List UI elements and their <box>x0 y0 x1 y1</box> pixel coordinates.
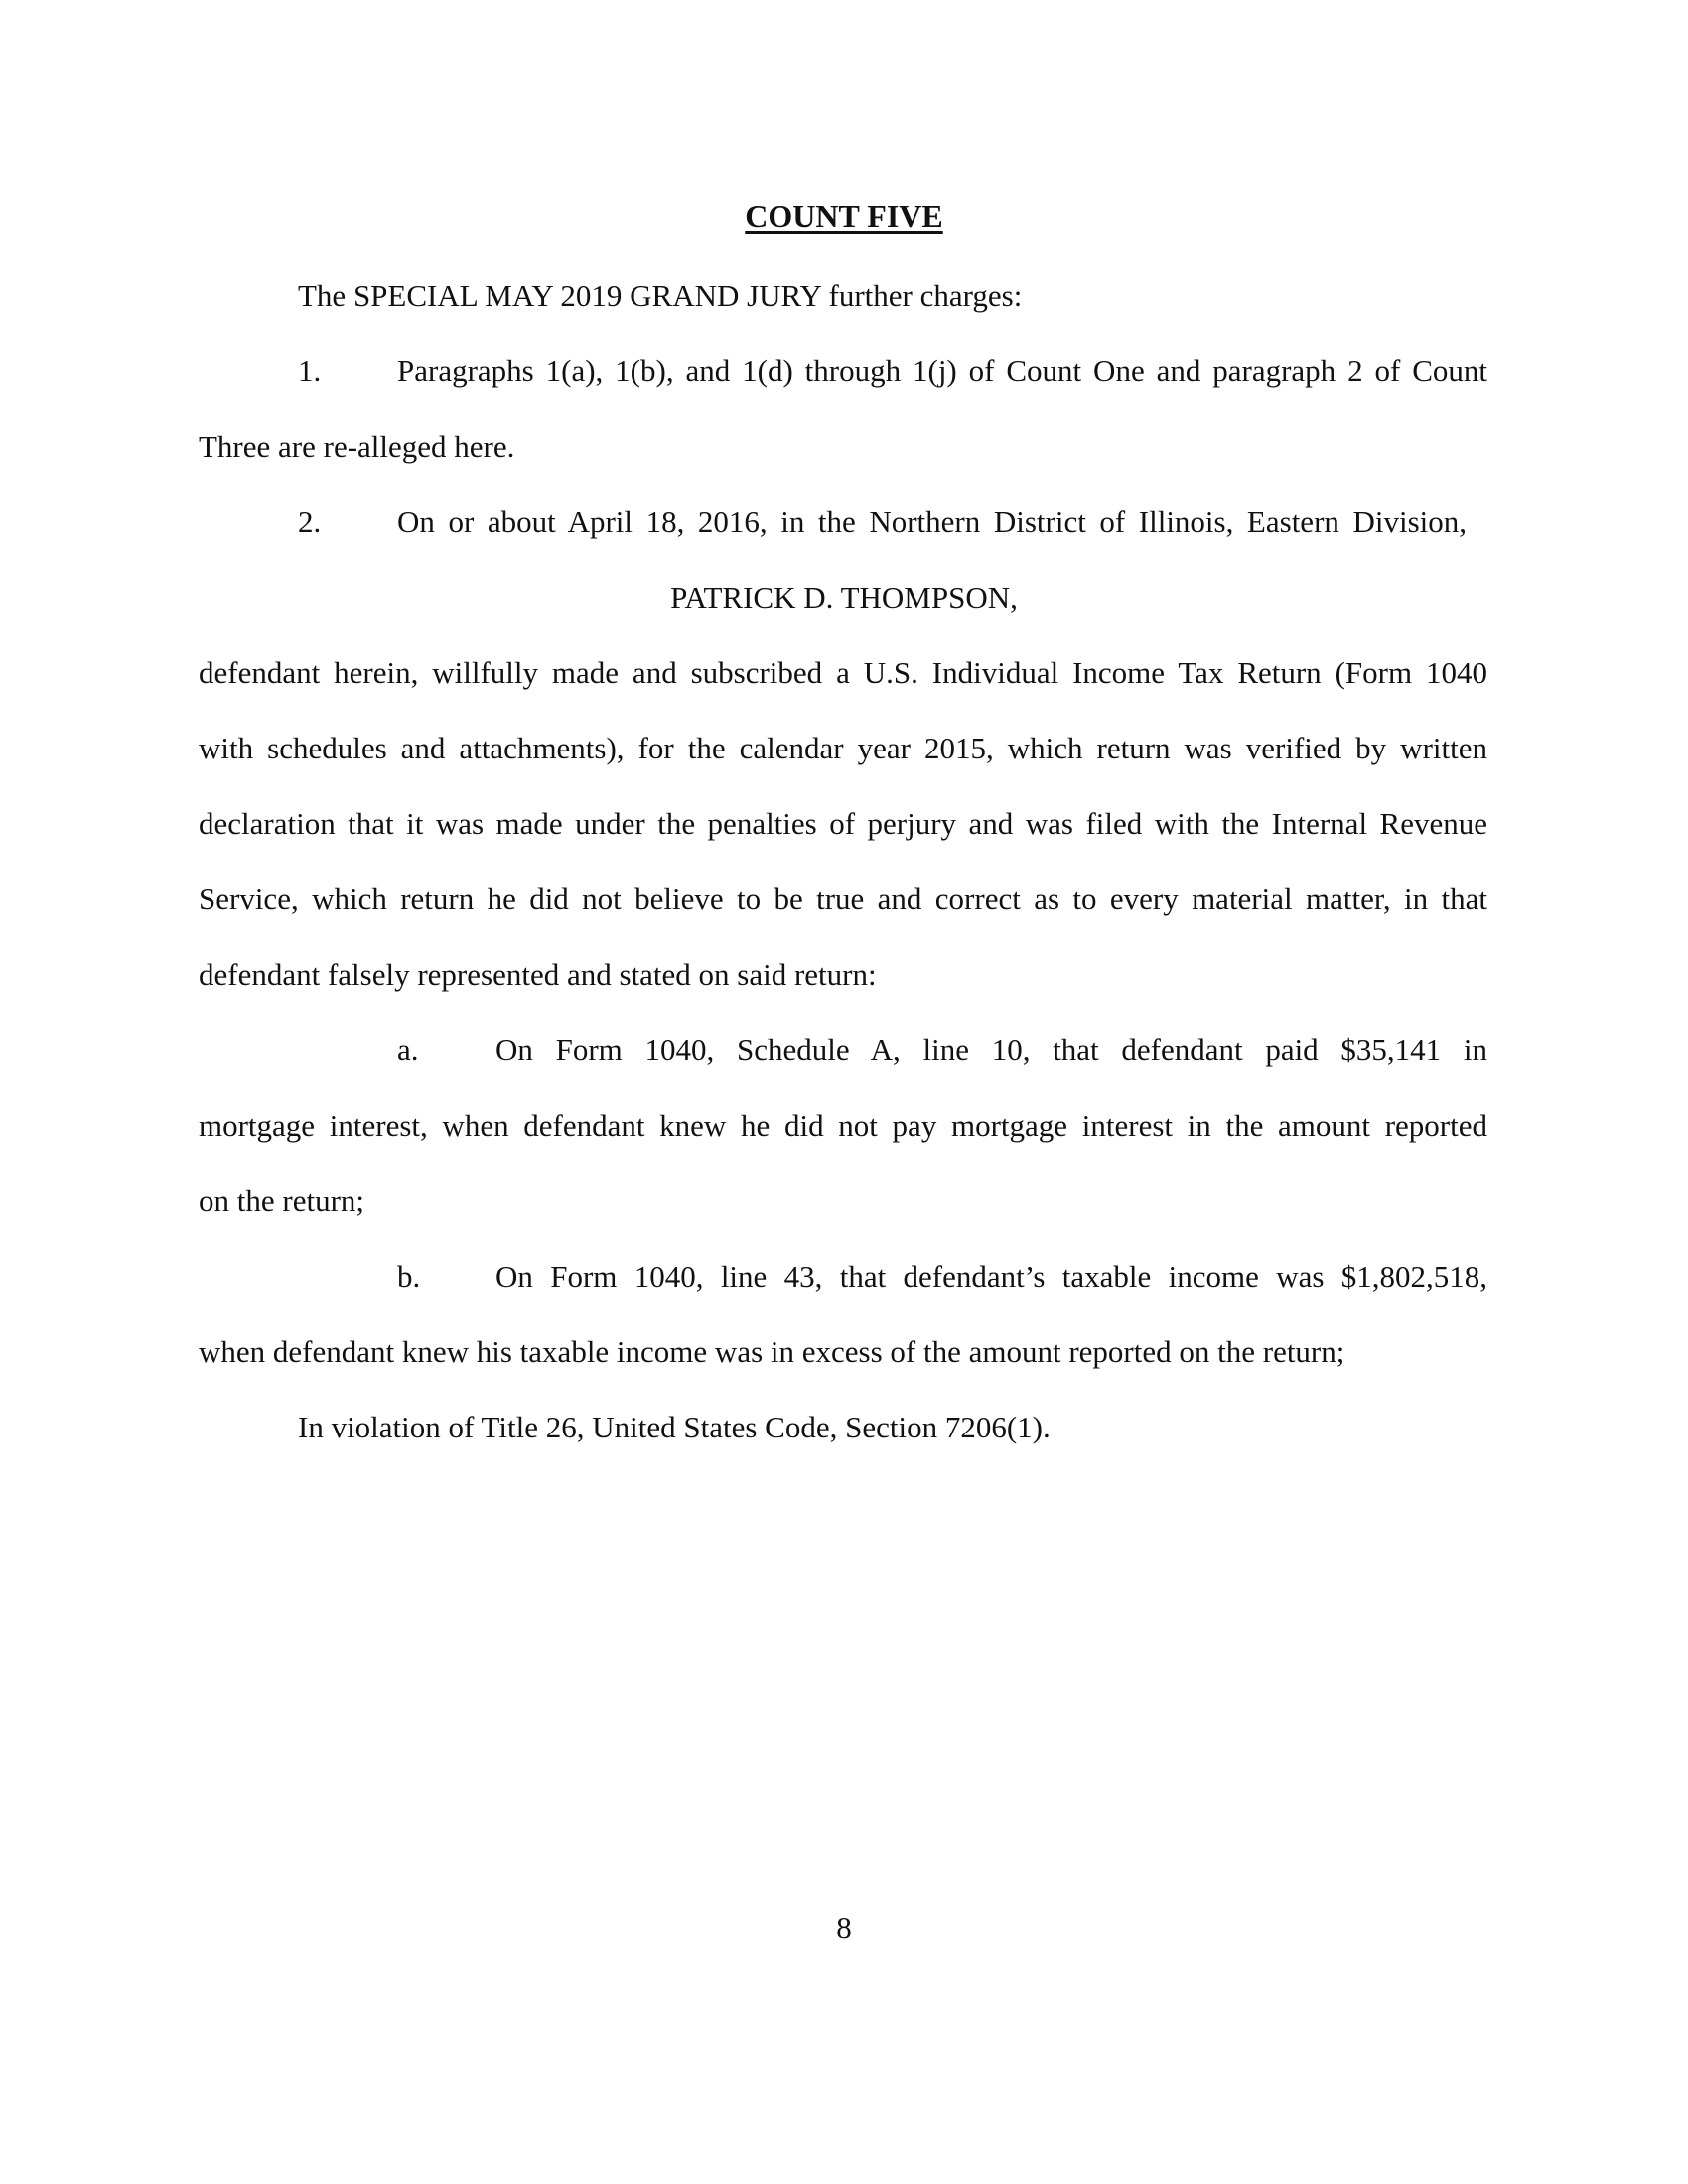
sub-a-line1: On Form 1040, Schedule A, line 10, that defendant paid $35,141 in <box>495 1032 1487 1067</box>
para1-number: 1. <box>298 353 322 388</box>
para2-body-line: with schedules and attachments), for the calendar year 2015, which return was verified by written <box>199 731 1487 765</box>
count-heading: COUNT FIVE <box>745 199 943 234</box>
para1-line1: Paragraphs 1(a), 1(b), and 1(d) through 1(j) of Count One and paragraph 2 of Count <box>397 353 1487 388</box>
para1-line2: Three are re-alleged here. <box>199 429 515 464</box>
para2-line1: On or about April 18, 2016, in the Northern District of Illinois, Eastern Division, <box>397 504 1467 539</box>
intro-line: The SPECIAL MAY 2019 GRAND JURY further charges: <box>298 278 1023 313</box>
sub-a-line2: mortgage interest, when defendant knew he did not pay mortgage interest in the amount reported <box>199 1108 1487 1143</box>
para2-body-line: Service, which return he did not believe to be true and correct as to every material matter, in that <box>199 882 1487 916</box>
para2-body-line: defendant falsely represented and stated on said return: <box>199 957 877 992</box>
sub-a-line3: on the return; <box>199 1183 365 1218</box>
sub-b-letter: b. <box>397 1259 421 1294</box>
para2-body-line: defendant herein, willfully made and subscribed a U.S. Individual Income Tax Return (Form 1040 <box>199 655 1487 690</box>
sub-b-line1: On Form 1040, line 43, that defendant’s taxable income was $1,802,518, <box>495 1259 1487 1294</box>
para2-body-line: declaration that it was made under the penalties of perjury and was filed with the Internal Revenue <box>199 806 1487 841</box>
violation-line: In violation of Title 26, United States Code, Section 7206(1). <box>298 1410 1051 1444</box>
sub-a-letter: a. <box>397 1032 419 1067</box>
page-number: 8 <box>836 1910 852 1945</box>
defendant-name: PATRICK D. THOMPSON, <box>670 580 1018 614</box>
sub-b-line2: when defendant knew his taxable income was in excess of the amount reported on the return; <box>199 1334 1345 1369</box>
para2-number: 2. <box>298 504 322 539</box>
